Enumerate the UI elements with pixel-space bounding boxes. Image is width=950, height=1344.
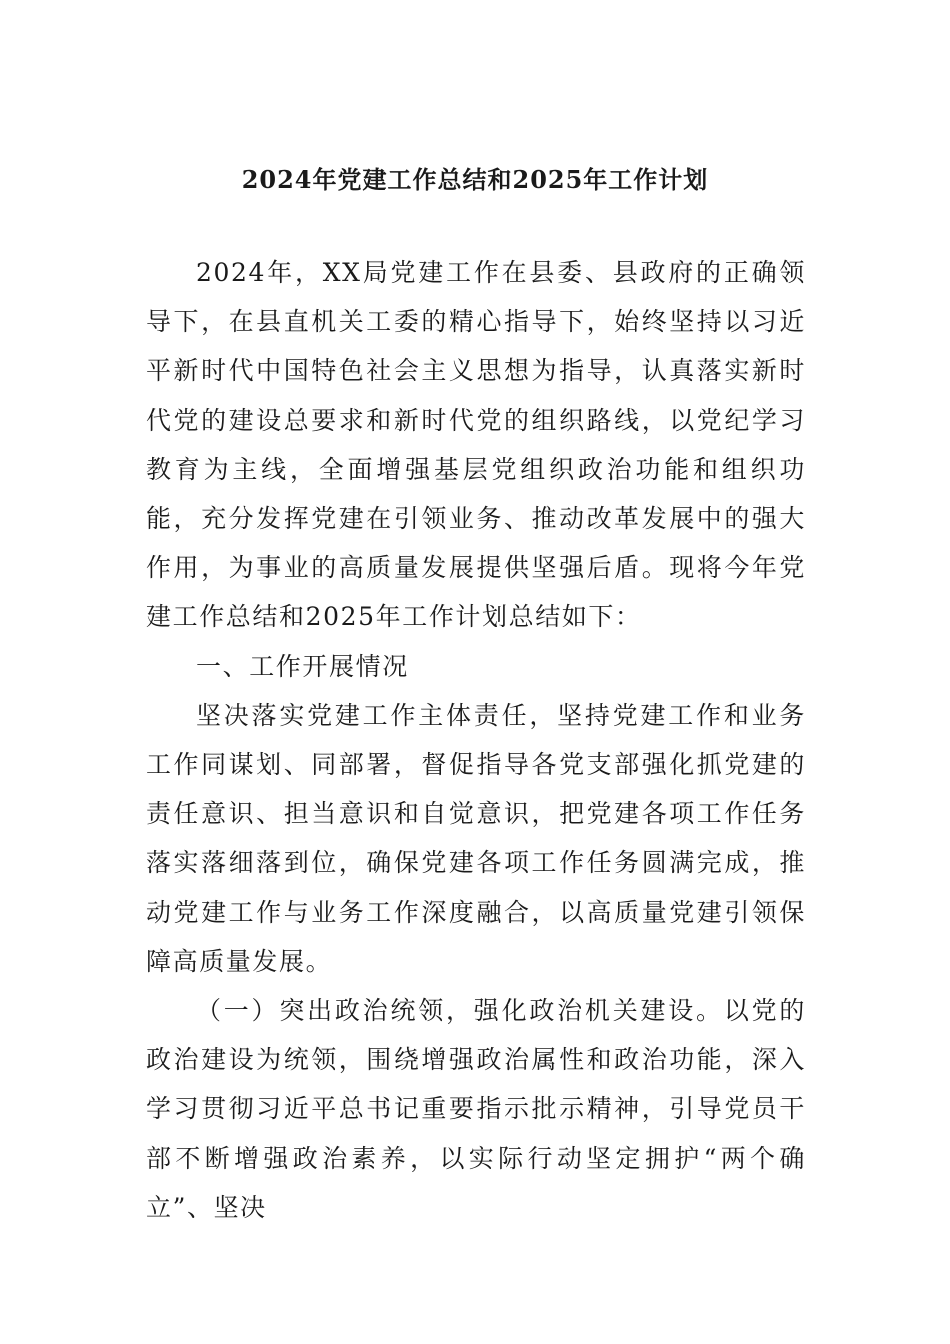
section-heading-work-progress: 一、工作开展情况: [196, 651, 409, 681]
document-body: [146, 248, 806, 1232]
responsibility-paragraph: 坚决落实党建工作主体责任，坚持党建工作和业务工作同谋划、同部署，督促指导各党支部强化抓党建的责任意识、担当意识和自觉意识，把党建各项工作任务落实落细落到位，确保党建各项工作任务圆满完成，推动党建工作与业务工作深度融合，以高质量党建引领保障高质量发展。: [146, 700, 806, 976]
intro-paragraph: 2024年，XX局党建工作在县委、县政府的正确领导下，在县直机关工委的精心指导下，始终坚持以习近平新时代中国特色社会主义思想为指导，认真落实新时代党的建设总要求和新时代党的组织路线，以党纪学习教育为主线，全面增强基层党组织政治功能和组织功能，充分发挥党建在引领业务、推动改革发展中的强大作用，为事业的高质量发展提供坚强后盾。现将今年党建工作总结和2025年工作计划总结如下：: [146, 258, 806, 632]
document-title: 2024年党建工作总结和2025年工作计划: [241, 165, 709, 194]
subsection-political-leadership-paragraph: （一）突出政治统领，强化政治机关建设。以党的政治建设为统领，围绕增强政治属性和政治功能，深入学习贯彻习近平总书记重要指示批示精神，引导党员干部不断增强政治素养，以实际行动坚定拥护“两个确立”、坚决: [146, 996, 806, 1222]
